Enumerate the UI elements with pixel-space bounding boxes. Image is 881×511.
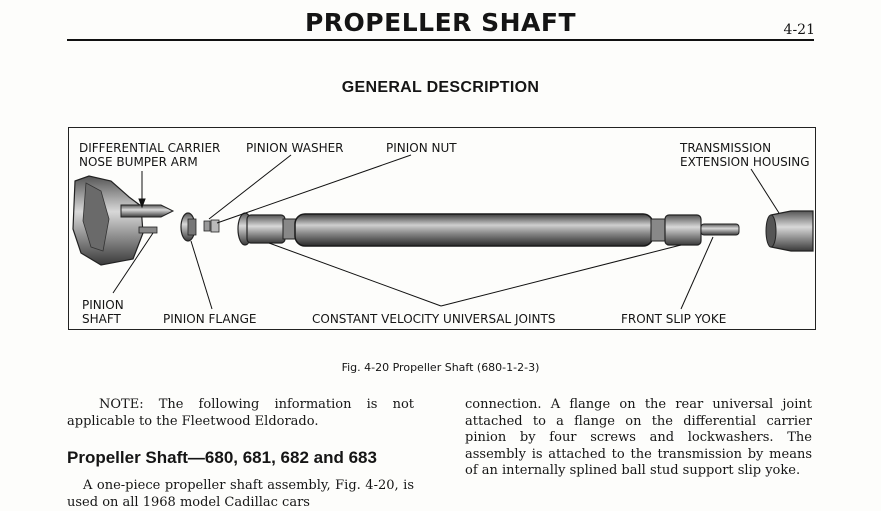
- figure-frame: [68, 127, 816, 330]
- rear-cv-joint: [238, 213, 297, 245]
- pinion-flange: [181, 213, 196, 241]
- label-pinion-shaft-2: SHAFT: [82, 312, 121, 326]
- front-cv-joint: [651, 215, 701, 245]
- label-pinion-nut: PINION NUT: [386, 141, 457, 155]
- note-paragraph: NOTE: The following information is not applicable to the Fleetwood Eldorado.: [67, 397, 414, 429]
- label-pinion-flange: PINION FLANGE: [163, 312, 257, 326]
- section-heading: GENERAL DESCRIPTION: [341, 79, 540, 96]
- transmission-extension-housing: [766, 211, 813, 251]
- propeller-shaft-tube: [295, 214, 653, 246]
- label-front-slip-yoke: FRONT SLIP YOKE: [621, 312, 727, 326]
- front-slip-yoke: [701, 224, 739, 235]
- pinion-nut: [211, 220, 219, 232]
- right-column: [465, 397, 812, 480]
- right-column-paragraph: connection. A flange on the rear universal joint attached to a flange on the differential carrier pinion by four screws and lockwashers. The assembly is attached to the transmission by means of an internally splined ball stud support slip yoke.: [465, 397, 812, 479]
- label-transmission-1: TRANSMISSION: [680, 141, 772, 155]
- subheading: Propeller Shaft—680, 681, 682 and 683: [67, 448, 377, 468]
- running-title: PROPELLER SHAFT: [304, 8, 577, 37]
- header-rule: [67, 39, 814, 41]
- label-pinion-washer: PINION WASHER: [246, 141, 344, 155]
- label-transmission-2: EXTENSION HOUSING: [680, 155, 810, 169]
- label-pinion-shaft-1: PINION: [82, 298, 124, 312]
- label-differential-carrier-1: DIFFERENTIAL CARRIER: [79, 141, 221, 155]
- label-cv-joints: CONSTANT VELOCITY UNIVERSAL JOINTS: [312, 312, 556, 326]
- figure-caption: Fig. 4-20 Propeller Shaft (680-1-2-3): [341, 361, 540, 374]
- page-number: 4-21: [783, 22, 815, 38]
- label-differential-carrier-2: NOSE BUMPER ARM: [79, 155, 198, 169]
- pinion-washer: [204, 221, 210, 231]
- left-column: [67, 397, 414, 511]
- differential-carrier: [73, 176, 173, 265]
- body-paragraph: A one-piece propeller shaft assembly, Fig. 4-20, is used on all 1968 model Cadillac cars: [67, 478, 414, 510]
